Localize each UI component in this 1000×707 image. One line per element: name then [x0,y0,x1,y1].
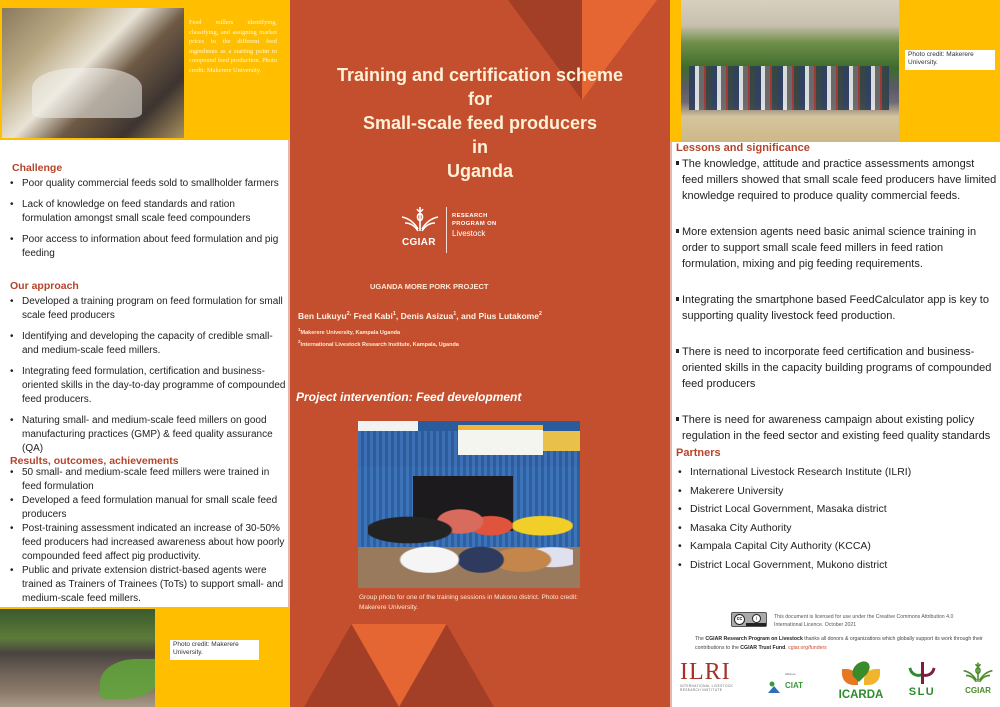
photo-caption-top-left: Feed millers identifying, classifying, and assigning market prices to the different feed ingredients as a starting point to compound feed production. Photo credit: Makerere University. [189,19,277,74]
approach-item: • Identifying and developing the capacity of credible small- and medium-scale feed millers. [8,330,286,358]
title-line: Uganda [446,161,513,181]
logo-line-research: RESEARCH [452,213,488,219]
right-column-border [670,142,672,707]
challenge-item: • Lack of knowledge on feed standards and ration formulation amongst small scale feed compounders [8,198,284,226]
lessons-item: There is need to incorporate feed certification and business-oriented skills in the capacity building programs of compounded feed producers [676,344,998,392]
partner-item: • Makerere University [676,482,996,501]
partner-item: • International Livestock Research Institute (ILRI) [676,463,996,482]
approach-item: • Developed a training program on feed formulation for small scale feed producers [8,295,286,323]
partner-item: • District Local Government, Masaka district [676,500,996,519]
photo-feed-millers [2,8,184,138]
challenge-item: • Poor access to information about feed formulation and pig feeding [8,233,284,261]
funders-acknowledgement: The CGIAR Research Program on Livestock thanks all donors & organizations which globally support its work through their contributions to the CGIAR Trust Fund. cgiar.org/funders [695,636,983,651]
title-line: for [468,89,492,109]
lessons-item: There is need for awareness campaign about existing policy regulation in the feed sector and existing feed quality standards [676,412,998,444]
bioversity-icon [767,680,781,694]
poster-title [290,63,670,183]
intervention-heading: Project intervention: Feed development [296,390,522,404]
photo-caption-top-right: Photo credit: Makerere University. [905,50,995,70]
photo-caption-bottom-left: Photo credit: Makerere University. [170,640,259,660]
challenge-list [8,177,284,268]
slu-logo-text: SLU [908,686,936,698]
approach-item: • Naturing small- and medium-scale feed millers on good manufacturing practices (GMP) & feed quality assurance (QA) [8,414,286,456]
author-name: Ben Lukuyu [298,311,347,321]
challenge-heading: Challenge [12,162,63,174]
title-line: Training and certification scheme [336,65,624,85]
cgiar-logo-text: CGIAR [965,686,991,695]
approach-item: • Integrating feed formulation, certification and business-oriented skills in the day-to-day programme of compounded feed producers. [8,365,286,407]
author-affil-sup: 2 [538,311,542,318]
affiliation-2 [298,339,459,348]
results-item: • Post-training assessment indicated an increase of 30-50% feed producers had increased awareness about how poorly compounded feed affect pig productivity. [8,522,286,564]
partners-heading: Partners [676,447,721,459]
logo-livestock-text: Livestock [452,229,486,238]
photo-group-building [681,0,899,142]
partner-item: • District Local Government, Mukono district [676,556,996,575]
slu-mark-icon [907,662,937,686]
lessons-list [676,156,998,464]
logo-cgiar-text: CGIAR [402,237,436,248]
affil-text: International Livestock Research Institute, Kampala, Uganda [300,341,459,348]
affil-sup: 1 [298,327,301,332]
program-name: CGIAR Research Program on Livestock [705,636,803,642]
results-item: • 50 small- and medium-scale feed millers were trained in feed formulation [8,466,286,494]
results-list [8,466,286,606]
ciat-logo-text: CIAT [785,681,804,690]
logo-line-program: PROGRAM ON [452,220,497,227]
title-line: in [472,137,488,157]
icarda-leaves-icon [842,660,880,688]
results-item: • Developed a feed formulation manual for small scale feed producers [8,494,286,522]
logo-research-program [452,213,497,228]
icarda-logo [835,660,887,701]
title-line: Small-scale feed producers [362,113,598,133]
approach-list [8,295,286,463]
cgiar-wheat-icon [400,205,440,235]
results-item: • Public and private extension district-based agents were trained as Trainers of Trainees (ToTs) to support small- and medium-scale feed millers. [8,564,286,606]
approach-heading: Our approach [10,280,79,292]
partner-item: • Kampala Capital City Authority (KCCA) [676,537,996,556]
trust-fund-name: CGIAR Trust Fund [740,645,786,651]
lessons-item: The knowledge, attitude and practice assessments amongst feed millers showed that small scale feed producers have limited knowledge required to produce quality commercial feeds. [676,156,998,204]
icarda-logo-text: ICARDA [838,689,884,701]
shop-sign [458,425,543,455]
photo-caption-center: Group photo for one of the training sessions in Mukono district. Photo credit: Makerere University. [359,594,578,611]
partner-item: • Masaka City Authority [676,519,996,538]
cgiar-wheat-icon [962,660,994,686]
partners-list [676,463,996,574]
lessons-item: Integrating the smartphone based FeedCalculator app is key to supporting quality livestock feed production. [676,292,998,324]
affil-sup: 2 [298,339,301,344]
lessons-item: More extension agents need basic animal science training in order to support small scale feed millers in feed ration formulation, mixing and pig feeding requirements. [676,224,998,272]
alliance-label: Alliance [785,672,796,676]
license-text: This document is licensed for use under the Creative Commons Attribution 4.0 International Licence. October 2021 [774,614,954,628]
author-name: Fred Kabi [351,311,393,321]
affil-text: Makerere University, Kampala Uganda [300,329,401,336]
author-name: , Denis Asizua [395,311,454,321]
author-affil-sup: 2, [346,311,352,318]
ilri-logo-text: ILRI [680,659,731,685]
cgiar-livestock-logo [400,205,520,255]
photo-training-outdoor [0,609,155,707]
ilri-logo-subtext: INTERNATIONAL LIVESTOCK RESEARCH INSTITUTE [680,684,734,693]
ilri-logo [680,660,740,692]
results-heading: Results, outcomes, achievements [10,455,179,467]
affiliation-1 [298,327,400,336]
logo-divider [446,207,447,253]
challenge-item: • Poor quality commercial feeds sold to smallholder farmers [8,177,284,191]
alliance-bioversity-ciat-logo [765,672,825,700]
project-name: UGANDA MORE PORK PROJECT [370,282,489,291]
creative-commons-icon: cc i [731,612,767,627]
photo-group-mukono [358,421,580,588]
group-of-people [368,496,573,581]
attribution-icon: i [752,614,761,623]
funders-link[interactable]: cgiar.org/funders [788,645,827,651]
author-affil-sup: 1 [453,311,457,318]
author-name: , and Pius Lutakome [456,311,539,321]
slu-logo [905,662,939,698]
authors-line [298,311,542,321]
lessons-heading: Lessons and significance [676,142,810,154]
author-affil-sup: 1 [392,311,396,318]
cgiar-logo [960,660,996,695]
